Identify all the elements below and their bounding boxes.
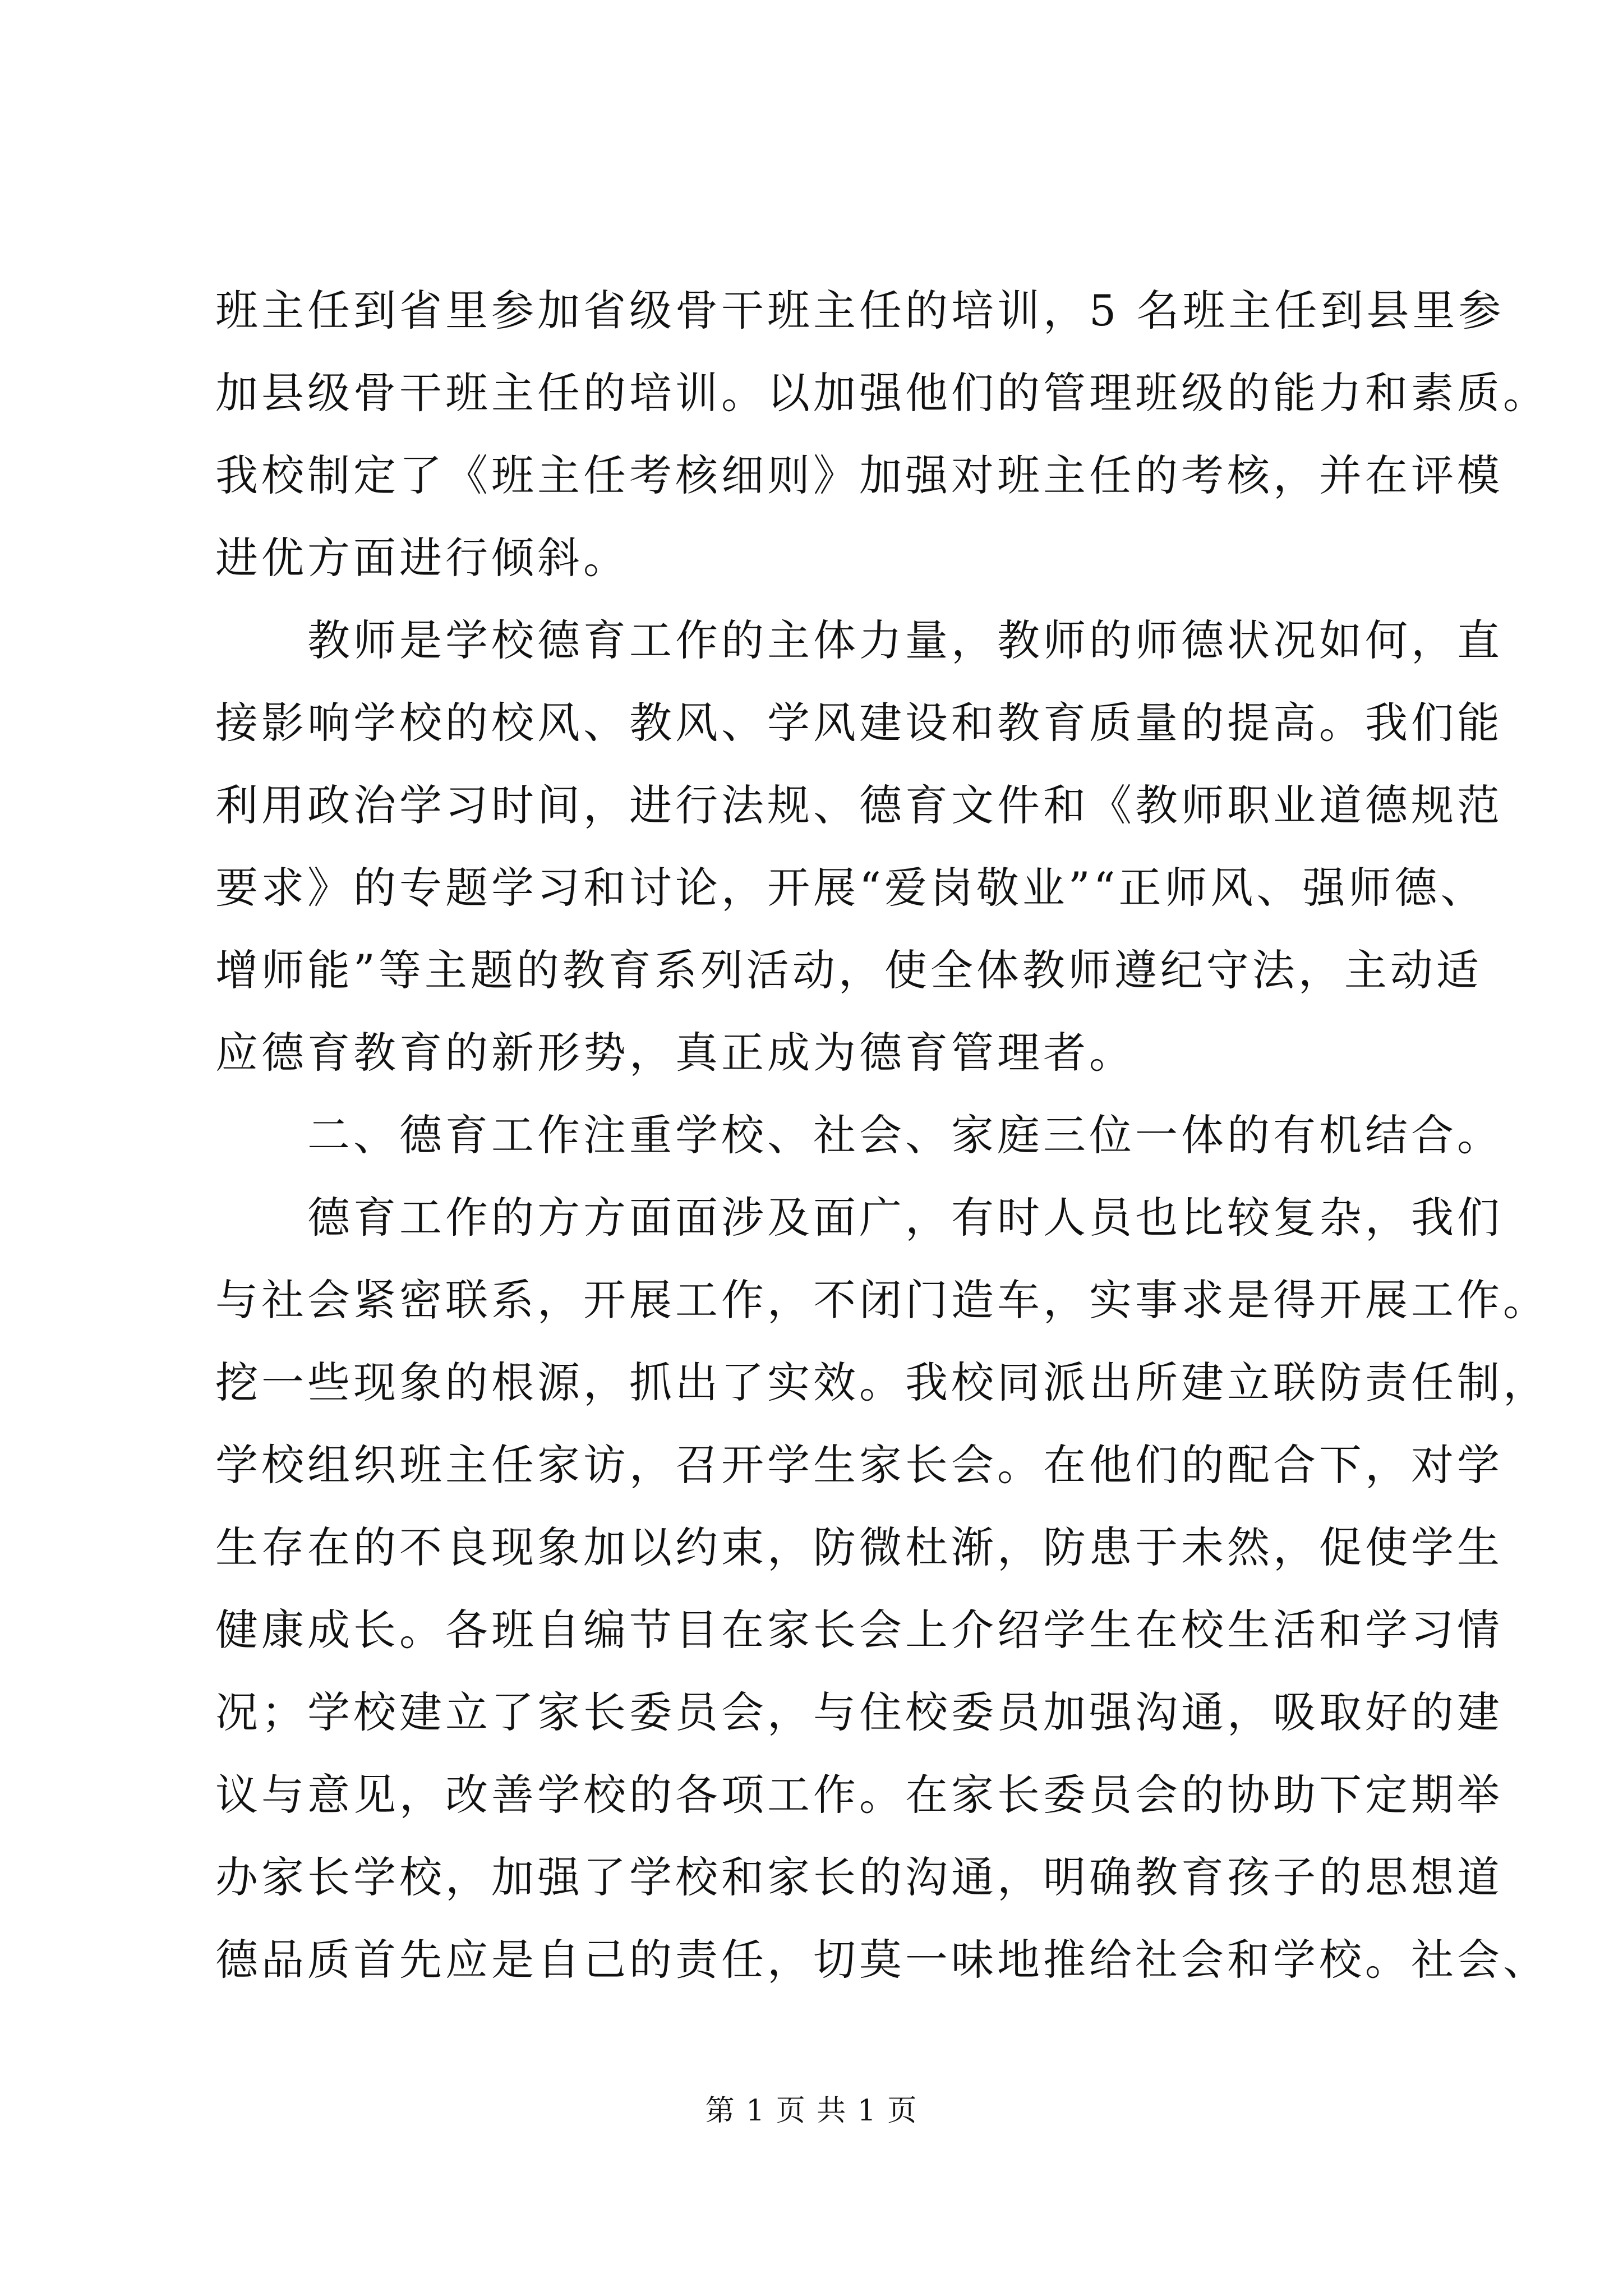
text-line: 教师是学校德育工作的主体力量，教师的师德状况如何，直 [215, 615, 1503, 665]
text-line: 挖一些现象的根源，抓出了实效。我校同派出所建立联防责任制， [215, 1358, 1549, 1407]
text-line: 二、德育工作注重学校、社会、家庭三位一体的有机结合。 [215, 1110, 1503, 1160]
text-line: 办家长学校，加强了学校和家长的沟通，明确教育孩子的思想道 [215, 1852, 1503, 1902]
text-line: 生存在的不良现象加以约束，防微杜渐，防患于未然，促使学生 [215, 1522, 1503, 1572]
text-line: 健康成长。各班自编节目在家长会上介绍学生在校生活和学习情 [215, 1605, 1503, 1655]
text-line: 德品质首先应是自己的责任，切莫一味地推给社会和学校。社会、 [215, 1935, 1549, 1985]
text-line: 议与意见，改善学校的各项工作。在家长委员会的协助下定期举 [215, 1770, 1503, 1820]
text-line: 增师能”等主题的教育系列活动，使全体教师遵纪守法，主动适 [215, 945, 1482, 995]
text-line: 应德育教育的新形势，真正成为德育管理者。 [215, 1028, 1135, 1078]
text-line: 况；学校建立了家长委员会，与住校委员加强沟通，吸取好的建 [215, 1687, 1503, 1737]
text-line: 进优方面进行倾斜。 [215, 533, 629, 583]
text-line: 利用政治学习时间，进行法规、德育文件和《教师职业道德规范 [215, 780, 1503, 830]
text-line: 要求》的专题学习和讨论，开展“爱岗敬业”“正师风、强师德、 [215, 863, 1487, 913]
body-text [215, 269, 1549, 2001]
text-line: 加县级骨干班主任的培训。以加强他们的管理班级的能力和素质。 [215, 368, 1549, 418]
text-line: 学校组织班主任家访，召开学生家长会。在他们的配合下，对学 [215, 1440, 1503, 1490]
page-number-footer: 第 1 页 共 1 页 [705, 2094, 918, 2128]
text-line: 接影响学校的校风、教风、学风建设和教育质量的提高。我们能 [215, 698, 1503, 748]
text-line: 我校制定了《班主任考核细则》加强对班主任的考核，并在评模 [215, 450, 1503, 500]
text-line: 班主任到省里参加省级骨干班主任的培训，5 名班主任到县里参 [215, 286, 1505, 335]
text-line: 与社会紧密联系，开展工作，不闭门造车，实事求是得开展工作。 [215, 1275, 1549, 1325]
text-line: 德育工作的方方面面涉及面广，有时人员也比较复杂，我们 [215, 1193, 1503, 1243]
